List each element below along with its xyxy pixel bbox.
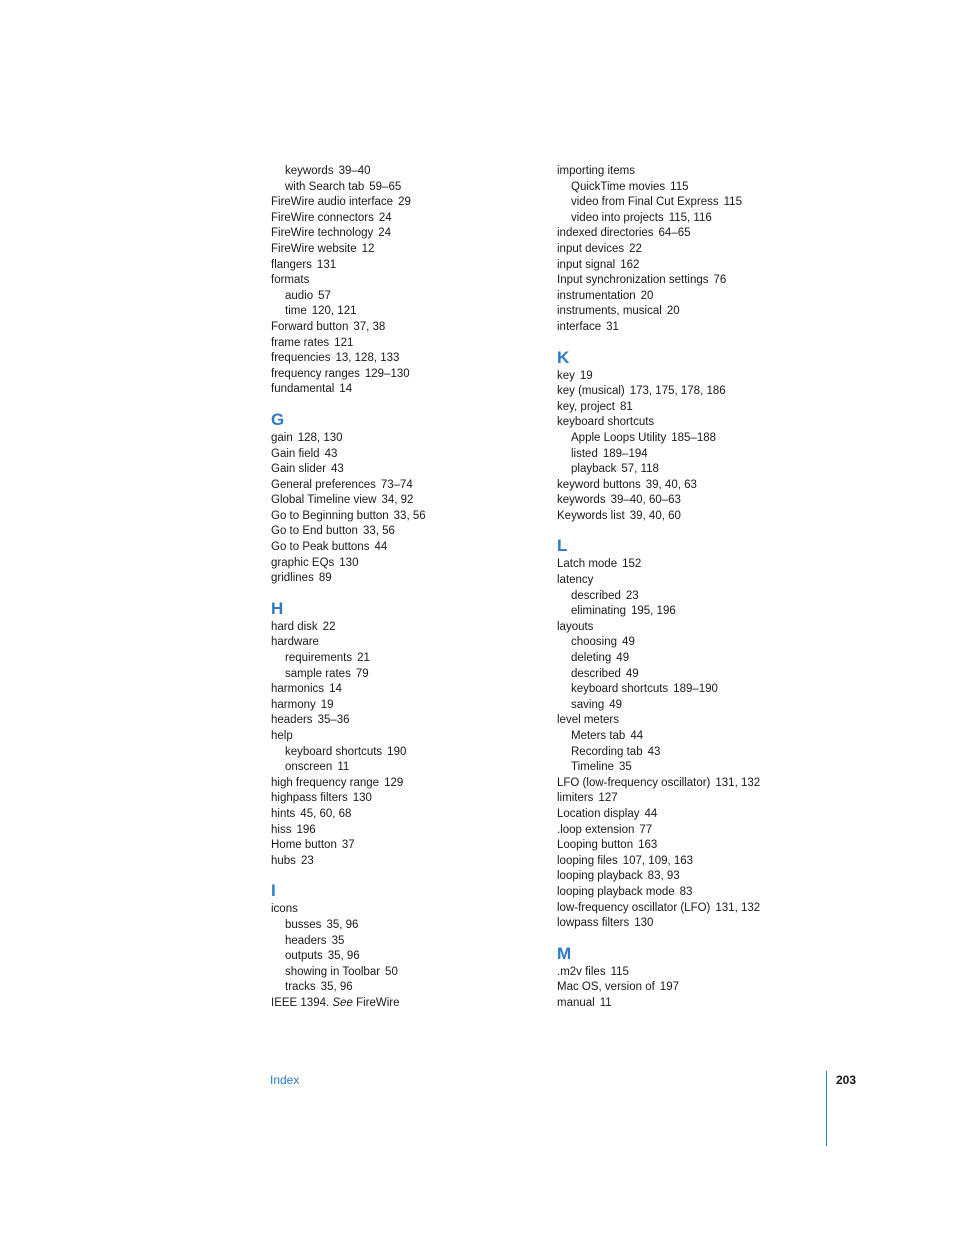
entry-term: input devices [557,242,625,255]
index-subentry [557,447,817,463]
index-entry [271,635,531,651]
entry-pages: 130 [339,556,359,569]
entry-term: fundamental [271,383,335,396]
entry-term: level meters [557,714,619,727]
page-number: 203 [836,1073,857,1087]
entry-term: keyboard shortcuts [285,745,383,758]
entry-term: video from Final Cut Express [571,196,719,209]
entry-term: looping playback [557,870,643,883]
index-subentry [557,180,817,196]
index-entry [557,320,817,336]
entry-term: harmony [271,698,316,711]
entry-pages: 22 [629,242,642,255]
entry-term: Input synchronization settings [557,274,709,287]
entry-term: instrumentation [557,289,636,302]
entry-term: outputs [285,950,323,963]
entry-pages: 24 [378,227,392,240]
entry-term: hard disk [271,620,318,633]
entry-pages: 22 [322,620,336,633]
index-entry [271,698,531,714]
entry-term: described [571,589,621,602]
entry-pages: 77 [639,823,653,836]
index-entry [557,369,817,385]
entry-pages: 131, 132 [715,901,761,914]
entry-pages: 115 [610,965,629,978]
letter-heading: M [557,943,572,963]
index-entry [271,462,531,478]
entry-term: deleting [571,652,612,665]
index-entry [557,242,817,258]
index-entry [271,242,531,258]
entry-term: help [271,730,293,742]
entry-term: hardware [271,636,319,649]
index-entry [271,838,531,854]
letter-heading: G [271,409,285,429]
entry-term: Forward button [271,320,349,333]
index-subentry [271,289,531,305]
entry-term: sample rates [285,667,351,680]
index-entry [557,776,817,792]
entry-term: Gain slider [271,463,326,476]
entry-pages: 163 [638,839,658,852]
entry-term: latency [557,574,594,587]
entry-pages: 20 [666,305,680,318]
entry-pages: 195, 196 [630,605,676,618]
entry-pages: 129–130 [364,367,410,380]
entry-term: formats [271,274,310,287]
entry-pages: 120, 121 [311,305,357,318]
entry-term: Meters tab [571,730,626,742]
entry-term: Recording tab [571,745,643,758]
entry-term: Home button [271,839,337,852]
index-entry [271,367,531,383]
entry-term: looping files [557,854,618,867]
entry-pages: 83, 93 [647,870,680,883]
entry-pages: 73–74 [380,478,413,491]
entry-pages: 115 [670,180,689,193]
entry-term: highpass filters [271,792,348,805]
entry-pages: 14 [329,683,342,696]
entry-pages: 34, 92 [381,494,414,507]
index-entry [271,713,531,729]
index-entry [271,776,531,792]
letter-heading: L [557,536,568,556]
index-subentry [557,462,817,478]
entry-pages: 190 [387,745,407,758]
index-entry [557,885,817,901]
index-entry [557,384,817,400]
entry-pages: 35, 96 [327,950,360,963]
entry-term: hubs [271,854,296,867]
footer-divider [826,1071,827,1146]
index-entry [557,258,817,274]
entry-pages: 129 [384,776,404,789]
entry-term: LFO (low-frequency oscillator) [557,776,711,789]
index-entry [271,540,531,556]
entry-term: Mac OS, version of [557,981,655,994]
entry-pages: 49 [622,636,635,649]
entry-pages: 115 [723,196,742,209]
index-entry [557,996,817,1012]
entry-pages: 29 [398,196,411,209]
entry-pages: 39–40, 60–63 [610,494,681,507]
index-entry [271,902,531,918]
index-entry [271,493,531,509]
entry-pages: 83 [679,885,693,898]
entry-pages: 35, 96 [320,981,353,994]
index-entry [557,573,817,589]
entry-pages: 35–36 [317,714,350,727]
entry-pages: 196 [296,823,316,836]
index-subentry [271,745,531,761]
entry-term: FireWire audio interface [271,196,394,209]
entry-term: Latch mode [557,558,618,571]
entry-term: manual [557,996,595,1009]
entry-pages: 23 [300,854,314,867]
entry-pages: 35 [619,761,632,774]
entry-term: frame rates [271,336,330,349]
entry-pages: 35, 96 [326,918,359,931]
entry-pages: 131 [316,258,337,271]
entry-term: tracks [285,981,316,994]
entry-pages: 115, 116 [668,211,712,224]
entry-pages: 19 [320,698,334,711]
index-entry [271,571,531,587]
letter-heading: K [557,347,570,367]
entry-term: harmonics [271,683,325,696]
entry-term: QuickTime movies [571,180,666,193]
entry-pages: 35 [331,934,345,947]
entry-term: Location display [557,807,640,820]
entry-term: headers [271,714,313,727]
index-subentry [557,760,817,776]
index-subentry [557,195,817,211]
entry-pages: 37, 38 [353,320,386,333]
entry-pages: 57, 118 [621,463,659,476]
entry-term: Go to End button [271,525,358,538]
entry-pages: 11 [337,761,350,774]
index-subentry [557,729,817,745]
entry-term: saving [571,698,605,711]
index-subentry [557,667,817,683]
index-entry [271,382,531,398]
entry-pages: 189–190 [673,683,718,696]
letter-heading: H [271,598,284,618]
index-subentry [271,304,531,320]
index-entry [557,823,817,839]
index-subentry [271,965,531,981]
index-entry [271,791,531,807]
entry-term: .m2v files [557,965,606,978]
index-column-left [271,164,531,1012]
entry-term: onscreen [285,761,333,774]
entry-term: low-frequency oscillator (LFO) [557,901,711,914]
entry-term: interface [557,320,602,333]
entry-term: graphic EQs [271,556,335,569]
index-entry [271,854,531,870]
entry-pages: 39, 40, 63 [645,478,697,491]
index-entry [557,164,817,180]
index-subentry [557,211,817,227]
index-entry [271,431,531,447]
entry-pages: 45, 60, 68 [300,807,352,820]
entry-term: Keywords list [557,509,625,522]
index-subentry [271,760,531,776]
entry-pages: 12 [361,242,375,255]
index-entry [557,791,817,807]
entry-term: audio [285,289,314,302]
entry-term: Looping button [557,839,634,852]
entry-term: hints [271,807,296,820]
entry-pages: 131, 132 [715,776,761,789]
entry-pages: 43 [330,463,344,476]
index-entry [557,273,817,289]
entry-term: limiters [557,792,594,805]
index-entry [557,304,817,320]
entry-pages: 24 [378,211,392,224]
index-entry [557,916,817,932]
index-entry [271,447,531,463]
entry-pages: 197 [659,981,679,994]
entry-pages: 39–40 [338,165,371,177]
index-entry [557,557,817,573]
index-subentry [557,431,817,447]
entry-pages: 49 [616,652,630,665]
entry-term: showing in Toolbar [285,965,381,978]
entry-term: eliminating [571,605,626,618]
index-entry [557,965,817,981]
index-entry [271,996,531,1012]
entry-pages: 152 [622,558,642,571]
entry-term: frequencies [271,352,331,365]
index-entry [557,807,817,823]
entry-pages: 20 [640,289,654,302]
entry-pages: 37 [341,839,355,852]
entry-term: requirements [285,652,353,665]
index-subentry [557,635,817,651]
index-entry [557,226,817,242]
index-entry [271,273,531,289]
entry-term: gain [271,431,293,444]
entry-term: headers [285,934,327,947]
entry-pages: 107, 109, 163 [622,854,694,867]
letter-heading: I [271,881,276,901]
entry-term: keyword buttons [557,478,641,491]
index-entry [271,226,531,242]
entry-pages: 57 [318,289,331,302]
index-entry [271,478,531,494]
entry-term: importing items [557,165,635,177]
index-subentry [271,164,531,180]
entry-term: FireWire connectors [271,211,374,224]
index-entry [271,336,531,352]
entry-term: Go to Beginning button [271,509,389,522]
cross-reference: FireWire [356,996,400,1009]
entry-pages: 173, 175, 178, 186 [629,385,726,398]
entry-pages: 76 [713,274,727,287]
entry-term: instruments, musical [557,305,662,318]
entry-pages: 64–65 [658,227,691,240]
entry-term: layouts [557,620,594,633]
entry-pages: 43 [324,447,338,460]
entry-pages: 43 [647,745,661,758]
entry-term: keywords [557,494,606,507]
index-subentry [271,667,531,683]
index-entry [271,195,531,211]
entry-term: key, project [557,400,615,413]
index-entry [557,838,817,854]
entry-pages: 59–65 [369,180,402,193]
index-entry [557,901,817,917]
index-subentry [271,934,531,950]
entry-pages: 13, 128, 133 [335,352,400,365]
index-subentry [271,980,531,996]
index-entry [271,823,531,839]
entry-term: hiss [271,823,292,836]
footer-section-title: Index [270,1073,300,1087]
entry-term: frequency ranges [271,367,360,380]
entry-pages: 44 [644,807,658,820]
entry-pages: 79 [355,667,369,680]
index-subentry [557,604,817,620]
index-entry [271,682,531,698]
index-entry [271,556,531,572]
entry-term: time [285,305,307,318]
entry-term: Global Timeline view [271,494,377,507]
entry-pages: 39, 40, 60 [629,509,681,522]
index-subentry [271,180,531,196]
entry-term: described [571,667,621,680]
entry-pages: 128, 130 [297,431,343,444]
entry-term: .loop extension [557,823,635,836]
entry-term: General preferences [271,478,376,491]
index-subentry [557,745,817,761]
entry-term: busses [285,918,322,931]
entry-pages: 44 [630,730,644,742]
entry-pages: 11 [599,996,612,1009]
index-entry [557,415,817,431]
entry-pages: 130 [634,917,654,930]
index-entry [271,258,531,274]
index-entry [271,351,531,367]
index-column-right [557,164,817,1012]
entry-pages: 185–188 [671,431,717,444]
entry-term: input signal [557,258,616,271]
entry-term: Gain field [271,447,320,460]
entry-term: keywords [285,165,334,177]
entry-term: Timeline [571,761,615,774]
entry-term: choosing [571,636,618,649]
entry-term: keyboard shortcuts [557,416,655,429]
entry-term: FireWire technology [271,227,374,240]
index-entry [557,509,817,525]
entry-term: with Search tab [285,180,365,193]
index-entry [271,211,531,227]
entry-pages: 81 [619,400,633,413]
index-subentry [557,698,817,714]
entry-pages: 33, 56 [362,525,395,538]
index-entry [557,854,817,870]
entry-pages: 121 [334,336,354,349]
see-label: See [332,996,353,1009]
index-entry [271,807,531,823]
index-subentry [271,918,531,934]
entry-pages: 44 [374,541,388,554]
entry-term: keyboard shortcuts [571,683,669,696]
entry-pages: 21 [357,652,370,665]
entry-term: key [557,369,575,382]
entry-pages: 31 [606,320,619,333]
entry-term: looping playback mode [557,885,675,898]
index-entry [557,400,817,416]
entry-term: key (musical) [557,385,625,398]
entry-pages: 49 [609,698,623,711]
index-entry [271,620,531,636]
index-subentry [557,589,817,605]
entry-term: FireWire website [271,242,357,255]
entry-pages: 50 [385,965,398,978]
index-entry [557,289,817,305]
entry-term: high frequency range [271,776,380,789]
entry-term: indexed directories [557,227,654,240]
entry-term: flangers [271,258,312,271]
index-entry [557,869,817,885]
index-entry [557,713,817,729]
entry-term: Apple Loops Utility [571,431,667,444]
entry-term: playback [571,463,617,476]
index-entry [557,620,817,636]
entry-pages: 33, 56 [393,509,426,522]
entry-pages: 89 [318,572,332,585]
index-entry [271,729,531,745]
index-entry [557,980,817,996]
entry-pages: 19 [579,369,593,382]
index-entry [271,524,531,540]
index-subentry [271,651,531,667]
index-subentry [271,949,531,965]
entry-term: gridlines [271,572,314,585]
index-entry [557,493,817,509]
entry-pages: 162 [620,258,640,271]
entry-term: Go to Peak buttons [271,541,370,554]
index-subentry [557,651,817,667]
entry-term: icons [271,903,298,916]
index-entry [557,478,817,494]
entry-pages: 23 [625,589,639,602]
entry-pages: 14 [339,383,353,396]
entry-pages: 189–194 [602,447,648,460]
entry-term: IEEE 1394. [271,996,330,1009]
entry-pages: 49 [625,667,639,680]
entry-term: lowpass filters [557,917,630,930]
index-entry [271,509,531,525]
entry-term: video into projects [571,211,664,224]
entry-term: listed [571,447,598,460]
index-entry [271,320,531,336]
entry-pages: 127 [598,792,618,805]
index-subentry [557,682,817,698]
entry-pages: 130 [352,792,372,805]
